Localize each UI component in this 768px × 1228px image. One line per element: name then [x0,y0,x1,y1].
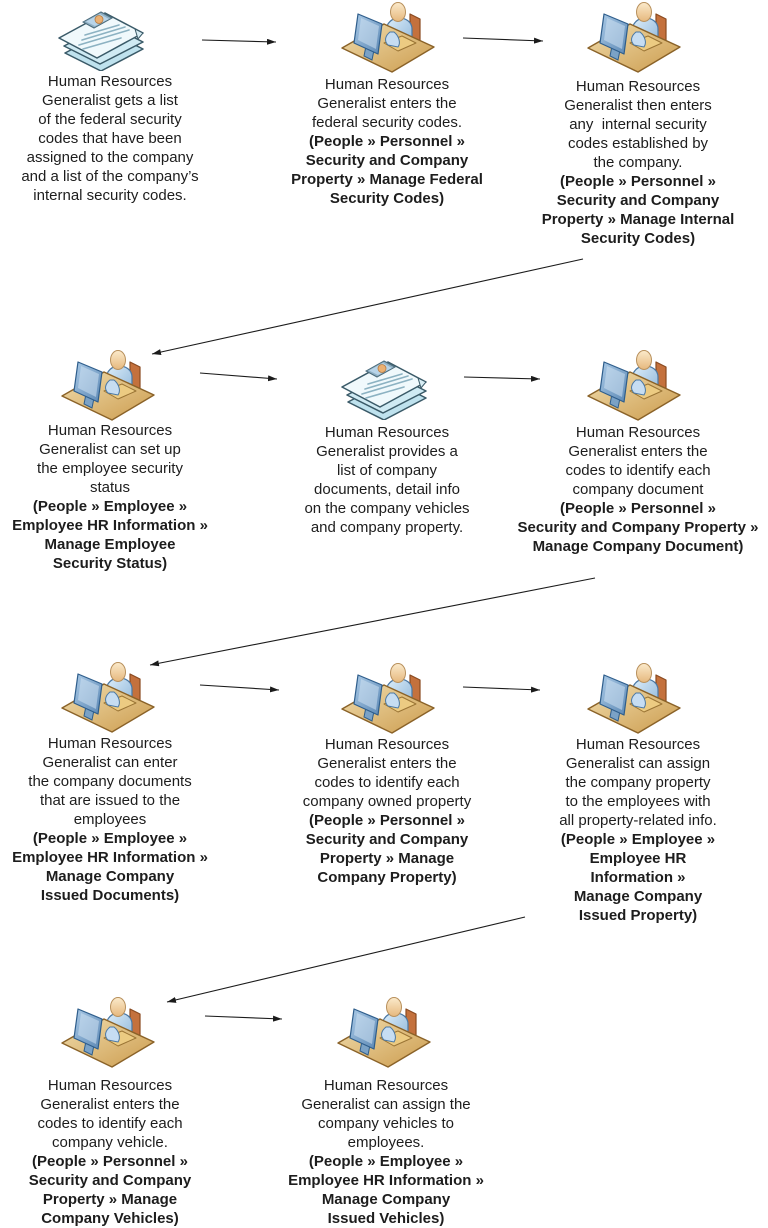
node-menu-path: (People » Personnel » Security and Company Property » Manage Company Property) [305,812,469,886]
arrow-node6-node7 [150,578,595,665]
arrow-node8-node9 [463,687,540,690]
node-description: Human Resources Generalist enters the codes to identify each company vehicle. [37,1077,183,1151]
node-caption [272,75,502,208]
node-description: Human Resources Generalist enters the federal security codes. [311,76,463,131]
node-caption [0,734,220,905]
node-description: Human Resources Generalist gets a list of the federal security codes that have been assigned to the company and a list of the company’s internal security codes. [21,73,199,204]
node-caption [520,735,756,925]
node-description: Human Resources Generalist provides a list of company documents, detail info on the company vehicles and company property. [304,424,470,536]
person-at-desk-icon [582,350,686,427]
documents-icon [55,3,151,76]
person-at-desk-icon [56,350,160,427]
node-caption [0,72,220,205]
node-menu-path: (People » Personnel » Security and Company Property » Manage Internal Security Codes) [541,173,735,247]
node-caption [272,423,502,537]
node-caption [512,423,764,556]
node-menu-path: (People » Employee » Employee HR Information » Manage Company Issued Vehicles) [288,1153,484,1227]
arrow-node5-node6 [464,377,540,379]
arrow-node7-node8 [200,685,279,690]
person-at-desk-icon [582,663,686,740]
arrow-node4-node5 [200,373,277,379]
person-at-desk-icon [56,662,160,739]
node-menu-path: (People » Personnel » Security and Company Property » Manage Federal Security Codes) [291,133,483,207]
node-description: Human Resources Generalist then enters any internal security codes established by the company. [564,78,712,171]
node-menu-path: (People » Employee » Employee HR Information » Manage Employee Security Status) [12,498,208,572]
arrow-node2-node3 [463,38,543,41]
arrow-node9-node10 [167,917,525,1002]
node-menu-path: (People » Personnel » Security and Company Property » Manage Company Document) [517,500,759,555]
node-description: Human Resources Generalist enters the codes to identify each company document [565,424,711,498]
person-at-desk-icon [336,2,440,79]
node-description: Human Resources Generalist can enter the company documents that are issued to the employees [28,735,192,828]
arrow-node1-node2 [202,40,276,42]
arrow-node3-node4 [152,259,583,354]
person-at-desk-icon [336,663,440,740]
node-caption [0,1076,220,1228]
node-caption [272,735,502,887]
person-at-desk-icon [582,2,686,79]
node-description: Human Resources Generalist can set up the employee security status [37,422,183,496]
node-description: Human Resources Generalist can assign the company property to the employees with all property-related info. [559,736,717,829]
person-at-desk-icon [332,997,436,1074]
node-description: Human Resources Generalist can assign the company vehicles to employees. [301,1077,471,1151]
node-caption [0,421,220,573]
node-caption [518,77,758,248]
node-menu-path: (People » Employee » Employee HR Information » Manage Company Issued Property) [560,831,716,924]
documents-icon [338,352,434,425]
node-menu-path: (People » Employee » Employee HR Information » Manage Company Issued Documents) [12,830,208,904]
arrow-node10-node11 [205,1016,282,1019]
node-menu-path: (People » Personnel » Security and Company Property » Manage Company Vehicles) [28,1153,192,1227]
node-caption [266,1076,506,1228]
node-description: Human Resources Generalist enters the codes to identify each company owned property [302,736,472,810]
person-at-desk-icon [56,997,160,1074]
